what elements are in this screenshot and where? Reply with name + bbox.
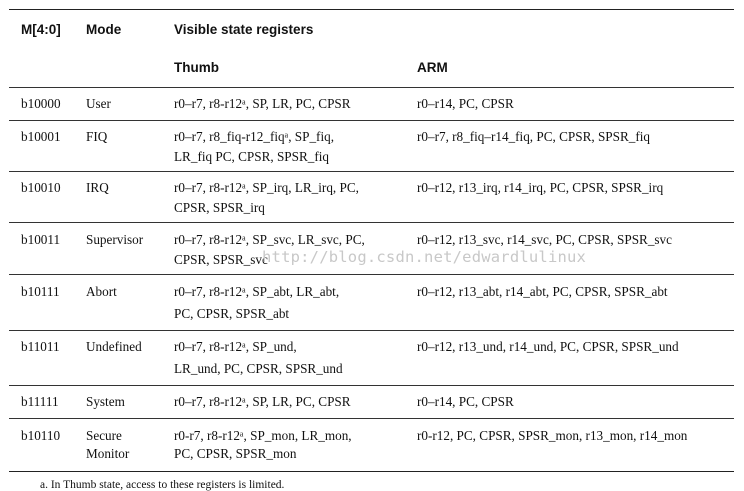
arm-registers-cell: r0-r12, PC, CPSR, SPSR_mon, r13_mon, r14_mon [417, 428, 688, 443]
arm-registers-cell: r0–r14, PC, CPSR [417, 394, 514, 409]
arm-registers-cell: r0–r7, r8_fiq–r14_fiq, PC, CPSR, SPSR_fiq [417, 129, 651, 144]
mode-cell: Supervisor [86, 232, 144, 247]
mode-bits-cell: b10010 [21, 180, 61, 195]
thumb-registers-cell: r0–r7, r8_fiq-r12_fiqᵃ, SP_fiq, [174, 129, 335, 144]
watermark-url: http://blog.csdn.net/edwardlulinux [262, 248, 587, 266]
arm-registers-cell: r0–r12, r13_svc, r14_svc, PC, CPSR, SPSR_svc [417, 232, 672, 247]
mode-cell: FIQ [86, 129, 108, 144]
footnote: a. In Thumb state, access to these registers is limited. [40, 479, 285, 491]
thumb-registers-cell-line2: PC, CPSR, SPSR_mon [174, 446, 297, 461]
mode-bits-cell: b10001 [21, 129, 61, 144]
header-arm: ARM [417, 60, 448, 75]
row-rule [9, 171, 734, 172]
thumb-registers-cell: r0–r7, r8-r12ᵃ, SP_svc, LR_svc, PC, [174, 232, 365, 247]
thumb-registers-cell: r0–r7, r8-r12ᵃ, SP_und, [174, 339, 297, 354]
mode-bits-cell: b10000 [21, 96, 61, 111]
arm-registers-cell: r0–r12, r13_irq, r14_irq, PC, CPSR, SPSR_irq [417, 180, 664, 195]
mode-cell: Abort [86, 284, 117, 299]
arm-registers-cell: r0–r12, r13_abt, r14_abt, PC, CPSR, SPSR_abt [417, 284, 668, 299]
row-rule [9, 385, 734, 386]
arm-registers-cell: r0–r14, PC, CPSR [417, 96, 514, 111]
row-rule [9, 222, 734, 223]
thumb-registers-cell-line2: LR_fiq PC, CPSR, SPSR_fiq [174, 149, 330, 164]
header-rule [9, 87, 734, 88]
header-thumb: Thumb [174, 60, 219, 75]
row-rule [9, 120, 734, 121]
mode-cell: Undefined [86, 339, 142, 354]
mode-cell: System [86, 394, 125, 409]
thumb-registers-cell: r0–r7, r8-r12ᵃ, SP, LR, PC, CPSR [174, 96, 351, 111]
thumb-registers-cell-line2: CPSR, SPSR_irq [174, 200, 265, 215]
thumb-registers-cell-line2: LR_und, PC, CPSR, SPSR_und [174, 361, 343, 376]
mode-cell: IRQ [86, 180, 109, 195]
thumb-registers-cell: r0–r7, r8-r12ᵃ, SP_abt, LR_abt, [174, 284, 340, 299]
mode-bits-cell: b11011 [21, 339, 60, 354]
header-visible-registers: Visible state registers [174, 22, 314, 37]
mode-bits-cell: b10110 [21, 428, 61, 443]
mode-bits-cell: b10011 [21, 232, 61, 247]
mode-bits-cell: b11111 [21, 394, 59, 409]
mode-cell: User [86, 96, 111, 111]
thumb-registers-cell: r0–r7, r8-r12ᵃ, SP_irq, LR_irq, PC, [174, 180, 359, 195]
thumb-registers-cell: r0-r7, r8-r12ᵃ, SP_mon, LR_mon, [174, 428, 352, 443]
row-rule [9, 330, 734, 331]
mode-cell: Secure [86, 428, 122, 443]
arm-registers-cell: r0–r12, r13_und, r14_und, PC, CPSR, SPSR_und [417, 339, 679, 354]
thumb-registers-cell: r0–r7, r8-r12ᵃ, SP, LR, PC, CPSR [174, 394, 351, 409]
table-bottom-rule [9, 471, 734, 472]
mode-bits-cell: b10111 [21, 284, 60, 299]
header-mode: Mode [86, 22, 122, 37]
thumb-registers-cell-line2: CPSR, SPSR_svc [174, 252, 268, 267]
row-rule [9, 274, 734, 275]
thumb-registers-cell-line2: PC, CPSR, SPSR_abt [174, 306, 290, 321]
row-rule [9, 418, 734, 419]
header-mode-bits: M[4:0] [21, 22, 61, 37]
mode-cell-line2: Monitor [86, 446, 130, 461]
table-top-rule [9, 9, 734, 10]
